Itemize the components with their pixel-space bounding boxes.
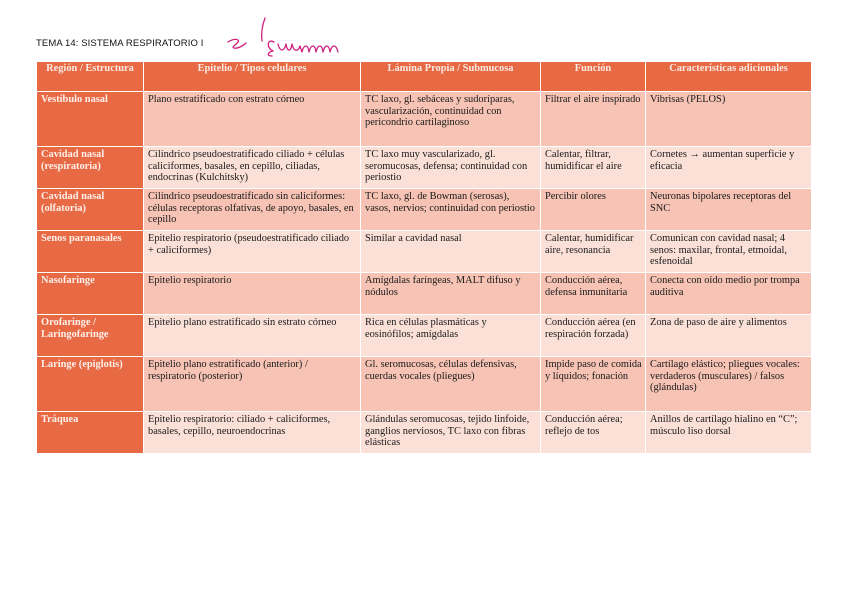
epithelium-cell: Cilíndrico pseudoestratificado ciliado + células caliciformes, basales, en cepillo, ciliadas, endocrinas (Kulchitsky) (144, 147, 361, 189)
additional-cell: Comunican con cavidad nasal; 4 senos: maxilar, frontal, etmoidal, esfenoidal (646, 231, 812, 273)
table-row (37, 315, 812, 357)
epithelium-cell: Epitelio respiratorio (pseudoestratificado ciliado + caliciformes) (144, 231, 361, 273)
function-cell: Conducción aérea; reflejo de tos (541, 412, 646, 454)
lamina-propria-cell: Similar a cavidad nasal (361, 231, 541, 273)
function-cell: Impide paso de comida y líquidos; fonación (541, 357, 646, 412)
region-cell: Senos paranasales (37, 231, 144, 273)
header-function: Función (541, 62, 646, 92)
function-cell: Calentar, humidificar aire, resonancia (541, 231, 646, 273)
additional-cell: Vibrisas (PELOS) (646, 92, 812, 147)
region-cell: Vestíbulo nasal (37, 92, 144, 147)
region-cell: Orofaringe / Laringofaringe (37, 315, 144, 357)
region-cell: Cavidad nasal (olfatoria) (37, 189, 144, 231)
additional-cell: Cartílago elástico; pliegues vocales: verdaderos (musculares) / falsos (glándulas) (646, 357, 812, 412)
additional-cell: Conecta con oído medio por trompa auditiva (646, 273, 812, 315)
table-row (37, 273, 812, 315)
epithelium-cell: Epitelio respiratorio (144, 273, 361, 315)
region-cell: Tráquea (37, 412, 144, 454)
region-cell: Cavidad nasal (respiratoria) (37, 147, 144, 189)
table-row (37, 147, 812, 189)
lamina-propria-cell: TC laxo, gl. de Bowman (serosas), vasos, nervios; continuidad con periostio (361, 189, 541, 231)
lamina-propria-cell: Amígdalas faríngeas, MALT difuso y nódulos (361, 273, 541, 315)
function-cell: Conducción aérea, defensa inmunitaria (541, 273, 646, 315)
function-cell: Filtrar el aire inspirado (541, 92, 646, 147)
header-region: Región / Estructura (37, 62, 144, 92)
epithelium-cell: Cilíndrico pseudoestratificado sin caliciformes: células receptoras olfativas, de apoyo, basales, en cepillo (144, 189, 361, 231)
function-cell: Calentar, filtrar, humidificar el aire (541, 147, 646, 189)
header-lamina-propria: Lámina Propia / Submucosa (361, 62, 541, 92)
header-epithelium: Epitelio / Tipos celulares (144, 62, 361, 92)
lamina-propria-cell: TC laxo, gl. sebáceas y sudoríparas, vascularización, continuidad con pericondrio cartilaginoso (361, 92, 541, 147)
table-row (37, 189, 812, 231)
document-title: TEMA 14: SISTEMA RESPIRATORIO I (36, 38, 204, 49)
table-row (37, 231, 812, 273)
table-row (37, 357, 812, 412)
region-cell: Nasofaringe (37, 273, 144, 315)
epithelium-cell: Epitelio plano estratificado (anterior) / respiratorio (posterior) (144, 357, 361, 412)
lamina-propria-cell: Rica en células plasmáticas y eosinófilos; amígdalas (361, 315, 541, 357)
epithelium-cell: Epitelio respiratorio: ciliado + caliciformes, basales, cepillo, neuroendocrinas (144, 412, 361, 454)
table-header-row (37, 62, 812, 92)
lamina-propria-cell: Glándulas seromucosas, tejido linfoide, ganglios nerviosos, TC laxo con fibras elásticas (361, 412, 541, 454)
epithelium-cell: Plano estratificado con estrato córneo (144, 92, 361, 147)
function-cell: Percibir olores (541, 189, 646, 231)
handwritten-annotation (222, 6, 352, 58)
table-row (37, 92, 812, 147)
additional-cell: Anillos de cartílago hialino en “C”; músculo liso dorsal (646, 412, 812, 454)
epithelium-cell: Epitelio plano estratificado sin estrato córneo (144, 315, 361, 357)
lamina-propria-cell: Gl. seromucosas, células defensivas, cuerdas vocales (pliegues) (361, 357, 541, 412)
function-cell: Conducción aérea (en respiración forzada) (541, 315, 646, 357)
table-row (37, 412, 812, 454)
additional-cell: Cornetes → aumentan superficie y eficacia (646, 147, 812, 189)
lamina-propria-cell: TC laxo muy vascularizado, gl. seromucosas, defensa; continuidad con periostio (361, 147, 541, 189)
additional-cell: Neuronas bipolares receptoras del SNC (646, 189, 812, 231)
respiratory-system-table (36, 61, 812, 454)
header-additional: Características adicionales (646, 62, 812, 92)
additional-cell: Zona de paso de aire y alimentos (646, 315, 812, 357)
region-cell: Laringe (epiglotis) (37, 357, 144, 412)
